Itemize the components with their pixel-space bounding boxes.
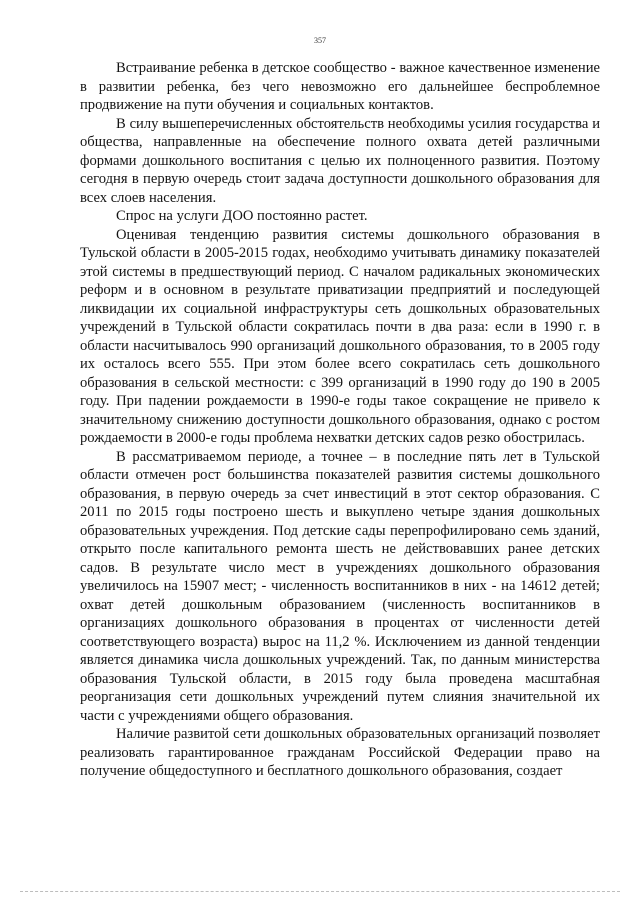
paragraph-3: Спрос на услуги ДОО постоянно растет. (116, 208, 368, 224)
paragraph-2: В силу вышеперечисленных обстоятельств необходимы усилия государства и общества, направленные на обеспечение полного охвата детей различными формами дошкольного воспитания с целью их полноценного развития. Поэтому сегодня в первую очередь стоит задача доступности дошкольного образования для всех слоев населения. (80, 115, 600, 206)
scan-bottom-edge (20, 891, 620, 892)
paragraph-6: Наличие развитой сети дошкольных образовательных организаций позволяет реализовать гарантированное гражданам Российской Федерации право на получение общедоступного и бесплатного дошкольного образования, создает (80, 726, 600, 779)
paragraph-1: Встраивание ребенка в детское сообщество - важное качественное изменение в развитии ребенка, без чего невозможно его дальнейшее беспроблемное продвижение на пути обучения и социальных контактов. (80, 60, 600, 113)
page-number: 357 (314, 36, 326, 45)
body-text (80, 59, 600, 781)
paragraph-4: Оценивая тенденцию развития системы дошкольного образования в Тульской области в 2005-2015 годах, необходимо учитывать динамику показателей этой системы в предшествующий период. С началом радикальных экономических реформ и в основном в результате приватизации предприятий и последующей ликвидации их социальной инфраструктуры сеть дошкольных образовательных учреждений в Тульской области сократилась почти в два раза: если в 1990 г. в области насчитывалось 990 организаций дошкольного образования, то в 2005 году их осталось всего 555. При этом более всего сократилась сеть дошкольного образования в сельской местности: с 399 организаций в 1990 году до 190 в 2005 году. При падении рождаемости в 1990-е годы такое сокращение не привело к значительному снижению доступности дошкольного образования, однако с ростом рождаемости в 2000-е годы проблема нехватки детских садов резко обострилась. (80, 226, 600, 446)
paragraph-5: В рассматриваемом периоде, а точнее – в последние пять лет в Тульской области отмечен рост большинства показателей развития системы дошкольного образования, в первую очередь за счет инвестиций в этот сектор образования. С 2011 по 2015 годы построено шесть и выкуплено четыре здания дошкольных образовательных учреждения. Под детские сады перепрофилировано семь зданий, открыто после капитального ремонта шесть не действовавших ранее детских садов. В результате число мест в учреждениях дошкольного образования увеличилось на 15907 мест; - численность воспитанников в них - на 14612 детей; охват детей дошкольным образованием (численность воспитанников в организациях дошкольного образования в процентах от численности детей соответствующего возраста) вырос на 11,2 %. Исключением из данной тенденции является динамика числа дошкольных учреждений. Так, по данным министерства образования Тульской области, в 2015 году была проведена масштабная реорганизация сети дошкольных учреждений путем слияния значительной их части с учреждениями общего образования. (80, 448, 600, 724)
